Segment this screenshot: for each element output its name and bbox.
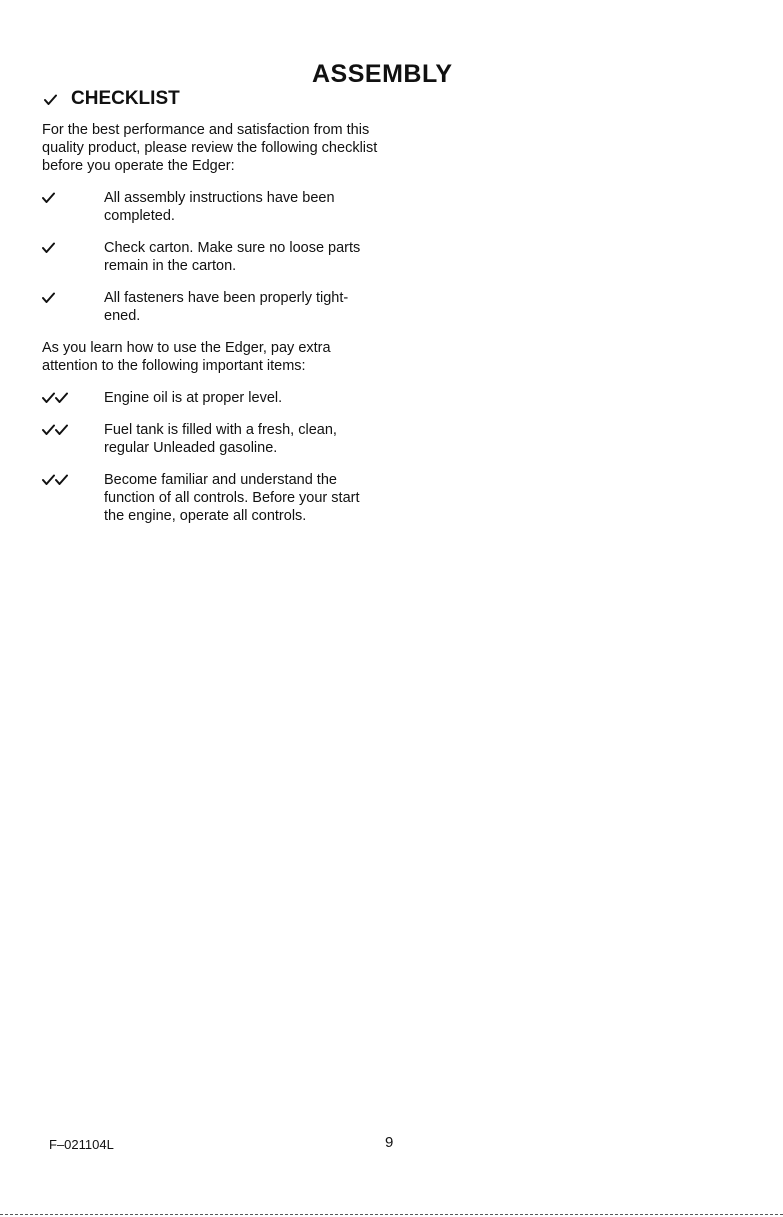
check-marks (42, 471, 104, 525)
check-marks (42, 289, 104, 325)
check-mark-icon (42, 424, 55, 435)
check-mark-icon (42, 242, 55, 253)
checklist-item-text: Check carton. Make sure no loose parts remain in the carton. (104, 240, 361, 274)
page-title: ASSEMBLY (312, 60, 453, 88)
important-item (42, 389, 382, 407)
check-mark-icon (42, 392, 55, 403)
checklist-heading (42, 88, 382, 110)
checklist-heading-label: CHECKLIST (71, 88, 180, 109)
important-item-text: Engine oil is at proper level. (104, 390, 283, 406)
important-item (42, 421, 382, 457)
checklist-item-text: All fasteners have been properly tight- ened. (104, 290, 349, 324)
page-number: 9 (385, 1134, 394, 1151)
check-mark-icon (42, 292, 55, 303)
checklist-item (42, 239, 382, 275)
important-item-text: Become familiar and understand the function of all controls. Before your start the engine, operate all controls. (104, 472, 360, 524)
checklist-item (42, 289, 382, 325)
check-mark-icon (44, 94, 57, 105)
check-mark-icon (42, 474, 55, 485)
check-marks (42, 189, 104, 225)
checklist-intro: For the best performance and satisfaction from this quality product, please review the following checklist before you operate the Edger: (42, 122, 378, 174)
important-item (42, 471, 382, 525)
important-item-text: Fuel tank is filled with a fresh, clean, regular Unleaded gasoline. (104, 422, 337, 456)
document-code: F–021104L (49, 1137, 114, 1152)
checklist-section (42, 88, 382, 539)
important-items-intro: As you learn how to use the Edger, pay extra attention to the following important items: (42, 340, 331, 374)
bottom-rule (0, 1214, 783, 1215)
check-marks (42, 239, 104, 275)
check-mark-icon (55, 392, 68, 403)
check-mark-icon (55, 474, 68, 485)
check-mark-icon (55, 424, 68, 435)
check-marks (42, 389, 104, 407)
checklist-item-text: All assembly instructions have been completed. (104, 190, 335, 224)
check-mark-icon (42, 192, 55, 203)
check-marks (42, 421, 104, 457)
checklist-item (42, 189, 382, 225)
